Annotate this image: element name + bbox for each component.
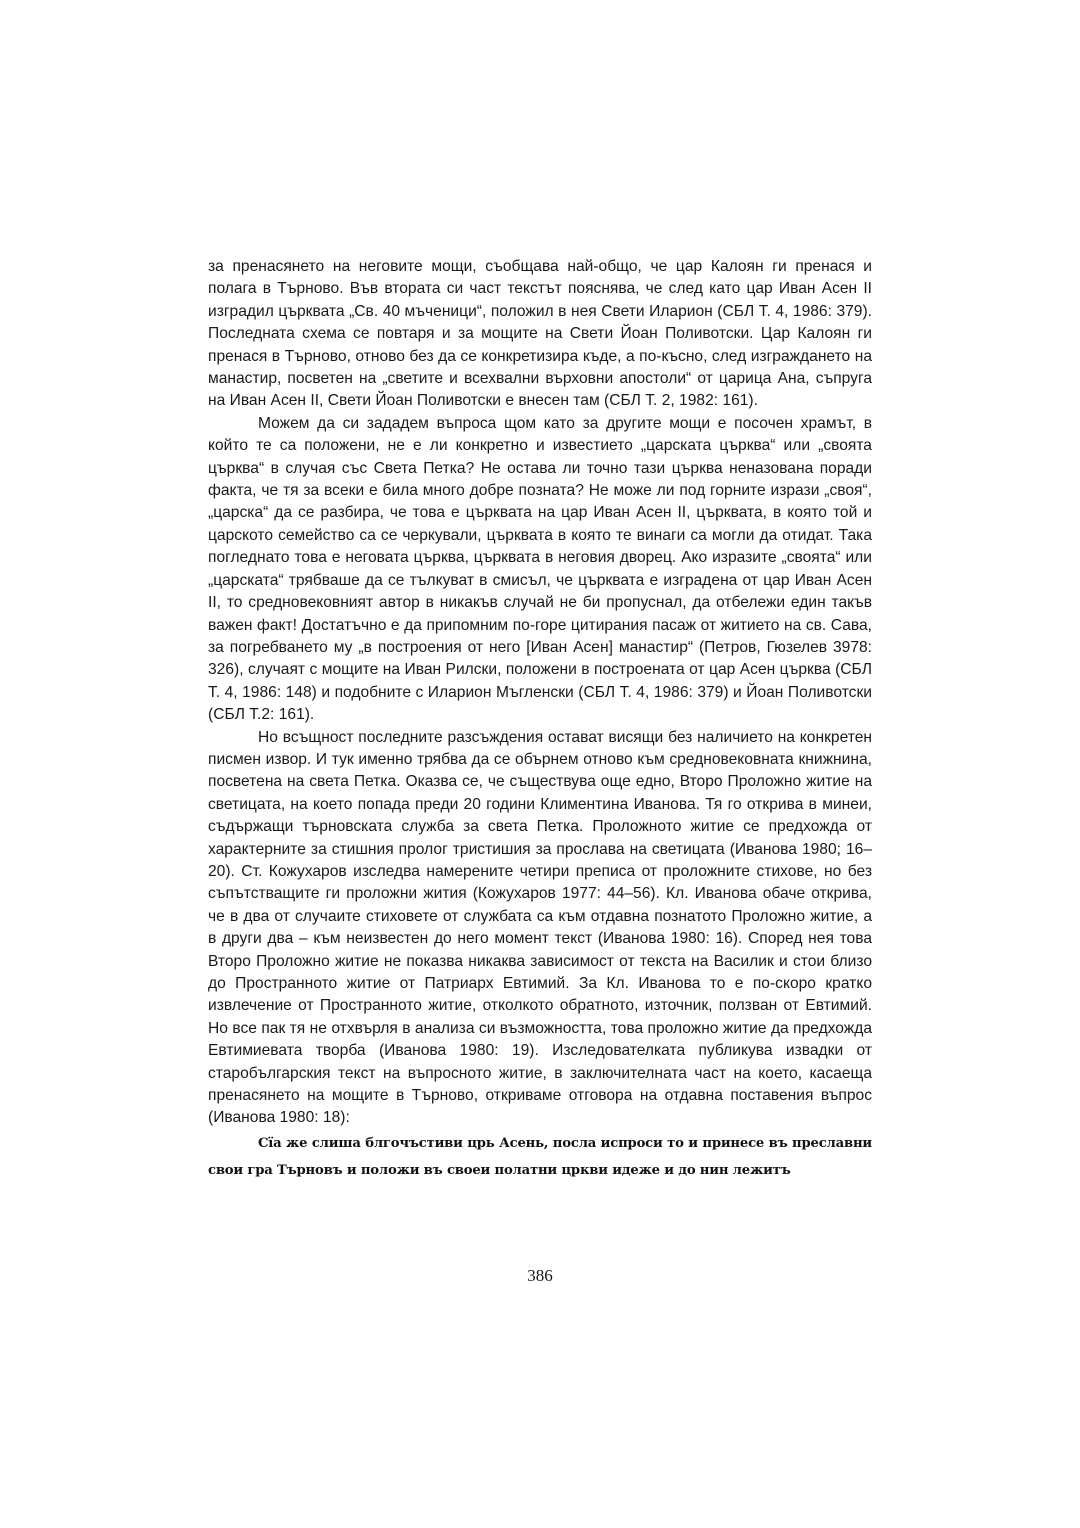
old-bulgarian-quote: Сїа же слишa блгочъстиви црь Асень, посла испроси то и принесе въ преславни свои гра Търновъ и положи въ своеи полатни цркви идеже и до нин лежитъ bbox=[208, 1135, 872, 1178]
paragraph-3: Но всъщност последните разсъждения остават висящи без наличието на конкретен писмен извор. И тук именно трябва да се обърнем отново към средновековната книжнина, посветена на света Петка. Оказва се, че съществува още едно, Второ Проложно житие на светицата, на което попада преди 20 години Климентина Иванова. Тя го открива в минеи, съдържащи търновската служба за света Петка. Проложното житие се предхожда от характерните за стишния пролог тристишия за прослава на светицата (Иванова 1980; 16–20). Ст. Кожухаров изследва намерените четири преписа от проложните стихове, но без съпътстващите ги проложни жития (Кожухаров 1977: 44–56). Кл. Иванова обаче открива, че в два от случаите стиховете от службата са към отдавна познатото Проложно житие, а в други два – към неизвестен до него момент текст (Иванова 1980: 16). Според нея това Второ Проложно житие не показва никаква зависимост от текста на Василик и стои близо до Пространното житие от Патриарх Евтимий. За Кл. Иванова то е по-скоро кратко извлечение от Пространното житие, отколкото обратното, източник, ползван от Евтимий. Но все пак тя не отхвърля в анализа си възможността, това проложно житие да предхожда Евтимиевата творба (Иванова 1980: 19). Изследователката публикува извадки от старобългарския текст на въпросното житие, в заключителната част на което, касаеща пренасянето на мощите в Търново, откриваме отговора на отдавна поставения въпрос (Иванова 1980: 18): bbox=[208, 728, 872, 1127]
page-number: 386 bbox=[527, 1266, 553, 1285]
paragraph-1: за пренасянето на неговите мощи, съобщава най-общо, че цар Калоян ги пренася и полага в Търново. Във втората си част текстът пояснява, че след като цар Иван Асен II изградил църквата „Св. 40 мъченици“, положил в нея Свети Иларион (СБЛ Т. 4, 1986: 379). Последната схема се повтаря и за мощите на Свети Йоан Поливотски. Цар Калоян ги пренася в Търново, отново без да се конкретизира къде, а по-късно, след изграждането на манастир, посветен на „светите и всехвални върховни апостоли“ от царица Ана, съпруга на Иван Асен II, Свети Йоан Поливотски е внесен там (СБЛ Т. 2, 1982: 161). bbox=[208, 258, 872, 410]
body-text bbox=[208, 256, 872, 1184]
paragraph-2: Можем да си зададем въпроса щом като за другите мощи е посочен храмът, в който те са положени, не е ли конкретно и известието „царската църква“ или „своята църква“ в случая със Света Петка? Не остава ли точно тази църква неназована поради факта, че тя за всеки е била много добре позната? Не може ли под горните изрази „своя“, „царска“ да се разбира, че това е църквата на цар Иван Асен II, църквата, в която той и царското семейство са се черкували, църквата в която те винаги са могли да отидат. Така погледнато това е неговата църква, църквата в неговия дворец. Ако изразите „своята“ или „царската“ трябваше да се тълкуват в смисъл, че църквата е изградена от цар Иван Асен II, то средновековният автор в никакъв случай не би пропуснал, да отбележи един такъв важен факт! Достатъчно е да припомним по-горе цитирания пасаж от житието на св. Сава, за погребването му „в построения от него [Иван Асен] манастир“ (Петров, Гюзелев 3978: 326), случаят с мощите на Иван Рилски, положени в построената от цар Асен църква (СБЛ Т. 4, 1986: 148) и подобните с Иларион Мъгленски (СБЛ Т. 4, 1986: 379) и Йоан Поливотски (СБЛ Т.2: 161). bbox=[208, 414, 872, 724]
